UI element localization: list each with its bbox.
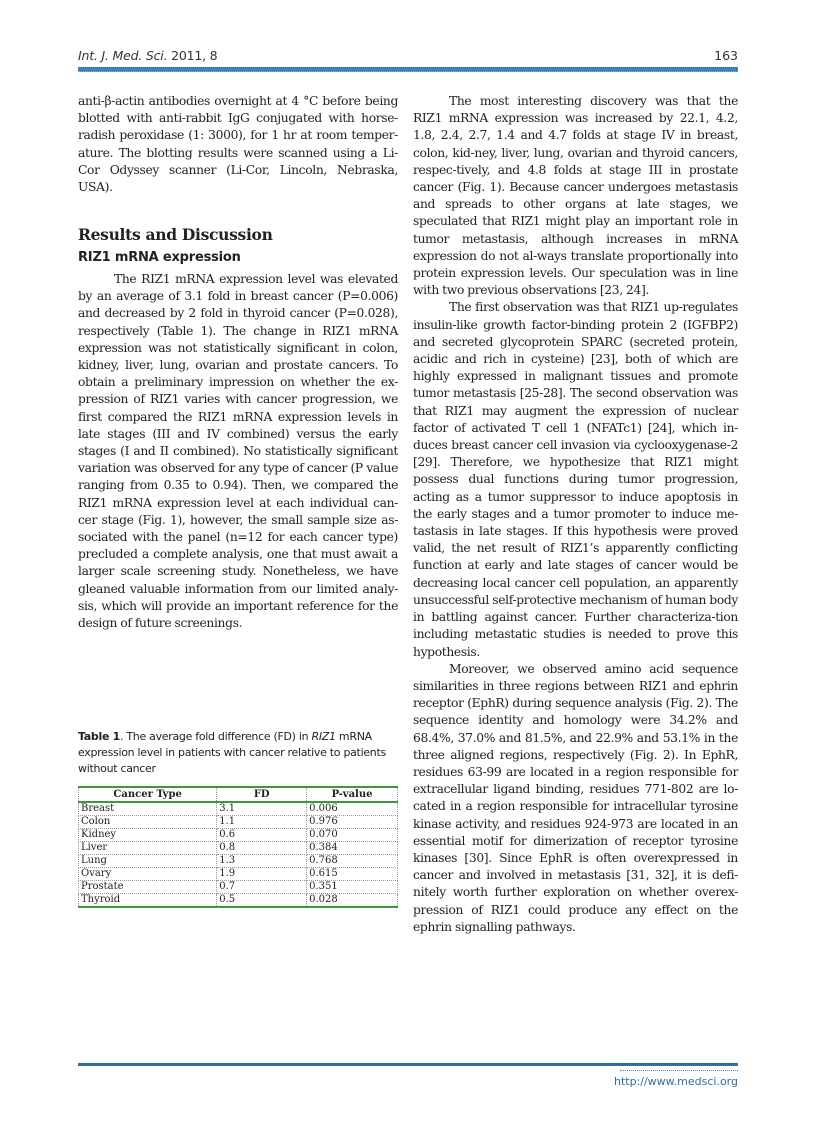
caption-text-a: . The average fold difference (FD) in <box>120 730 312 743</box>
cell-fd: 0.7 <box>217 881 307 894</box>
cell-p-value: 0.976 <box>307 816 398 829</box>
cell-cancer-type: Liver <box>79 842 217 855</box>
subsection-heading: RIZ1 mRNA expression <box>78 250 241 265</box>
discussion-paragraph-1: The most interesting discovery was that the RIZ1 mRNA expression was increased by 22.1, 4.2, 1.8, 2.4, 2.7, 1.4 and 4.7 folds at stage IV in breast, colon, kid-ney, liver, lung, ovarian and thyroid cancers, respec-tively, and 4.8 folds at stage III in prostate cancer (Fig. 1). Because cancer undergoes metastasis and spreads to other organs at late stages, we speculated that RIZ1 might play an important role in tumor metastasis, although increases in mRNA expression do not al-ways translate proportionally into protein expression levels. Our speculation was in line with two previous observations [23, 24]. <box>413 94 738 298</box>
table-row <box>79 881 398 894</box>
table-row <box>79 842 398 855</box>
cell-p-value: 0.384 <box>307 842 398 855</box>
left-column-intro <box>78 93 398 196</box>
header-fd: FD <box>217 787 307 802</box>
cell-cancer-type: Breast <box>79 802 217 816</box>
right-column <box>413 93 738 936</box>
cell-p-value: 0.768 <box>307 855 398 868</box>
running-header-journal <box>78 48 217 63</box>
table-row <box>79 816 398 829</box>
footer-rule <box>78 1063 738 1066</box>
cell-p-value: 0.615 <box>307 868 398 881</box>
table-row <box>79 829 398 842</box>
left-column-body <box>78 271 398 632</box>
cell-fd: 0.8 <box>217 842 307 855</box>
cell-cancer-type: Colon <box>79 816 217 829</box>
cell-fd: 1.3 <box>217 855 307 868</box>
table-row <box>79 802 398 816</box>
cell-fd: 3.1 <box>217 802 307 816</box>
cell-p-value: 0.351 <box>307 881 398 894</box>
discussion-paragraph-3: Moreover, we observed amino acid sequence similarities in three regions between RIZ1 and ephrin receptor (EphR) during sequence analysis (Fig. 2). The sequence identity and homology were 34.2% and 68.4%, 37.0% and 81.5%, and 22.9% and 53.1% in the three aligned regions, respectively (Fig. 2). In EphR, residues 63-99 are located in a region responsible for extracellular ligand binding, residues 771-802 are lo-cated in a region responsible for intracellular tyrosine kinase activity, and residues 924-973 are located in an essential motif for dimerization of receptor tyrosine kinases [30]. Since EphR is often overexpressed in cancer and involved in metastasis [31, 32], it is defi-nitely worth further exploration on whether overex-pression of RIZ1 could produce any effect on the ephrin signalling pathways. <box>413 661 738 934</box>
cell-p-value: 0.028 <box>307 894 398 908</box>
section-heading: Results and Discussion <box>78 225 273 244</box>
cell-cancer-type: Lung <box>79 855 217 868</box>
caption-text-b: mRNA expression level in patients with cancer relative to patients without cancer <box>78 730 386 775</box>
header-cancer-type: Cancer Type <box>79 787 217 802</box>
cell-cancer-type: Kidney <box>79 829 217 842</box>
table-header-row <box>79 787 398 802</box>
cell-p-value: 0.006 <box>307 802 398 816</box>
table-caption <box>78 729 400 777</box>
journal-url-link[interactable]: http://www.medsci.org <box>613 1075 738 1088</box>
cell-fd: 0.5 <box>217 894 307 908</box>
cell-p-value: 0.070 <box>307 829 398 842</box>
table-row <box>79 894 398 908</box>
footer-dotted-rule <box>620 1070 738 1072</box>
cell-fd: 0.6 <box>217 829 307 842</box>
caption-gene: RIZ1 <box>311 730 336 743</box>
cell-fd: 1.9 <box>217 868 307 881</box>
intro-paragraph: anti-β-actin antibodies overnight at 4 °C before being blotted with anti-rabbit IgG conjugated with horse-radish peroxidase (1: 3000), for 1 hr at room temper-ature. The blotting results were scanned using a Li-Cor Odyssey scanner (Li-Cor, Lincoln, Nebraska, USA). <box>78 94 398 195</box>
cell-cancer-type: Ovary <box>79 868 217 881</box>
cell-cancer-type: Prostate <box>79 881 217 894</box>
cell-fd: 1.1 <box>217 816 307 829</box>
header-rule <box>78 67 738 72</box>
journal-name: Int. J. Med. Sci. <box>78 48 168 63</box>
table-row <box>79 855 398 868</box>
table-row <box>79 868 398 881</box>
cell-cancer-type: Thyroid <box>79 894 217 908</box>
discussion-paragraph-2: The first observation was that RIZ1 up-regulates insulin-like growth factor-binding protein 2 (IGFBP2) and secreted glycoprotein SPARC (secreted protein, acidic and rich in cysteine) [23], both of which are highly expressed in malignant tissues and promote tumor metastasis [25-28]. The second observation was that RIZ1 may augment the expression of nuclear factor of activated T cell 1 (NFATc1) [24], which in-duces breast cancer cell invasion via cyclooxygenase-2 [29]. Therefore, we hypothesize that RIZ1 might possess dual functions during tumor progression, acting as a tumor suppressor to induce apoptosis in the early stages and a tumor promoter to induce me-tastasis in late stages. If this hypothesis were proved valid, the net result of RIZ1’s apparently conflicting function at early and late stages of cancer would be decreasing local cancer cell population, an apparently unsuccessful self-protective mechanism of human body in battling against cancer. Further characteriza-tion including metastatic studies is needed to prove this hypothesis. <box>413 300 738 659</box>
fold-difference-table <box>78 786 398 908</box>
journal-year-volume: 2011, 8 <box>171 48 218 63</box>
table-label: Table 1 <box>78 730 120 743</box>
results-paragraph-1: The RIZ1 mRNA expression level was elevated by an average of 3.1 fold in breast cancer (P=0.006) and decreased by 2 fold in thyroid cancer (P=0.028), respectively (Table 1). The change in RIZ1 mRNA expression was not statistically significant in colon, kidney, liver, lung, ovarian and prostate cancers. To obtain a preliminary impression on whether the ex-pression of RIZ1 varies with cancer progression, we first compared the RIZ1 mRNA expression levels in late stages (III and IV combined) versus the early stages (I and II combined). No statistically significant variation was observed for any type of cancer (P value ranging from 0.35 to 0.94). Then, we compared the RIZ1 mRNA expression level at each individual can-cer stage (Fig. 1), however, the small sample size as-sociated with the panel (n=12 for each cancer type) precluded a complete analysis, one that must await a larger scale screening study. Nonetheless, we have gleaned valuable information from our limited analy-sis, which will provide an important reference for the design of future screenings. <box>78 272 398 631</box>
page-number: 163 <box>714 48 738 63</box>
header-p-value: P-value <box>307 787 398 802</box>
